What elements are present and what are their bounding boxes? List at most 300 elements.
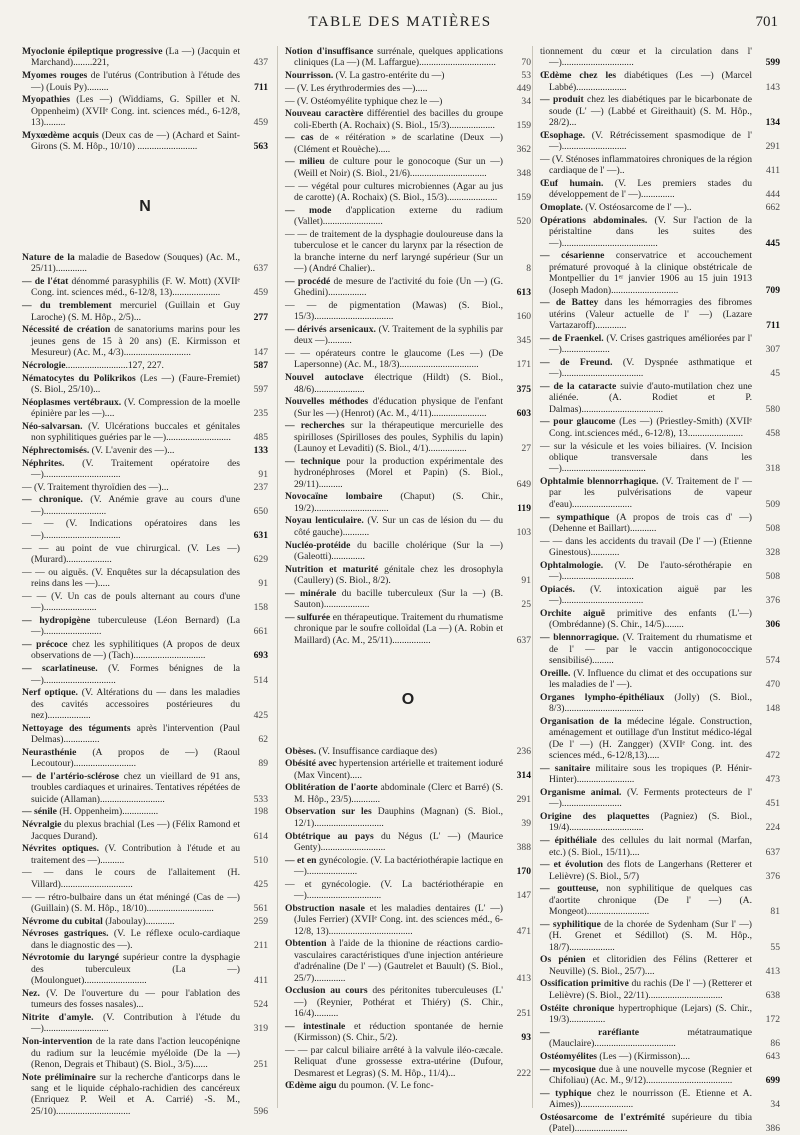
entry-description: médecine légale. Construction, aménagement et outillage d'un Institut médico-légal (De l' —) (H. Zangger) (XVIIᵉ Cong. int. des sciences méd., 6-12/8,13).....: [549, 715, 752, 762]
entry-headword: — minérale: [285, 587, 337, 599]
index-entry: [22, 300, 268, 323]
index-entry: [22, 591, 268, 614]
entry-description: (V. Insuffisance cardiaque des): [316, 745, 438, 757]
entry-text: [540, 835, 752, 858]
entry-page-number: 587: [253, 359, 268, 371]
index-entry: [22, 1036, 268, 1070]
entry-description: mercuriel (Guillain et Guy Laroche) (S. M. Hôp., 2/5)...: [31, 300, 240, 323]
index-entry: [285, 782, 531, 805]
index-entry: [285, 132, 531, 155]
entry-description: (V. Traitement opératoire des —)................................: [31, 457, 240, 480]
entry-description: (Les —) (Widdiams, G. Spiller et N. Oppenheim) (XVIIᵉ Cong. int. sciences méd., 6-12/8, 13).........: [31, 94, 240, 129]
entry-text: [22, 360, 240, 371]
entry-headword: Nouvelles méthodes: [285, 396, 369, 408]
index-entry: [22, 373, 268, 396]
entry-text: [540, 1027, 752, 1050]
entry-headword: Organes lympho-épithéliaux: [540, 691, 665, 703]
entry-text: [285, 181, 503, 204]
index-entry: [540, 763, 780, 786]
entry-description: métatraumatique (Mauclaire)..................................: [549, 1026, 752, 1050]
index-entry: [22, 324, 268, 358]
entry-page-number: 328: [765, 547, 780, 559]
index-entry: [22, 843, 268, 866]
index-entry: [285, 324, 531, 347]
index-entry: [285, 229, 531, 275]
entry-description: (V. De l'ouverture du — pour l'ablation des tumeurs des fosses nasales)...: [31, 987, 240, 1011]
entry-text: [285, 456, 503, 490]
entry-text: [22, 843, 240, 866]
entry-headword: — goutteuse,: [540, 883, 599, 895]
entry-text: [22, 300, 240, 323]
entry-headword: Nématocytes du Polikrikos: [22, 372, 136, 384]
index-entry: [285, 903, 531, 937]
index-entry: [540, 1027, 780, 1050]
entry-headword: — hydropigène: [22, 614, 91, 626]
entry-text: [22, 952, 240, 986]
entry-text: [540, 560, 752, 583]
entry-headword: Nécessité de création: [22, 324, 111, 336]
entry-headword: Notion d'insuffisance: [285, 46, 374, 57]
entry-text: [22, 988, 240, 1011]
entry-page-number: 533: [253, 793, 268, 805]
entry-headword: Observation sur les: [285, 806, 372, 818]
entry-headword: — sénile: [22, 806, 57, 818]
entry-description: d'éducation physique de l'enfant (Sur les —) (Henrot) (Ac. M., 4/11).......................: [294, 396, 503, 419]
entry-description: (V. Anémie grave au cours d'une —)..........................: [31, 494, 240, 517]
index-entry: [285, 879, 531, 902]
entry-headword: — produit: [540, 94, 584, 106]
entry-headword: Myomes rouges: [22, 70, 88, 82]
entry-text: [540, 668, 752, 691]
index-entry: [285, 456, 531, 490]
entry-text: [285, 70, 503, 81]
entry-headword: — de Freund.: [540, 356, 613, 368]
entry-headword: — intestinale: [285, 1020, 346, 1032]
index-column-right: [540, 46, 780, 1135]
entry-text: [22, 819, 240, 842]
entry-text: [285, 396, 503, 419]
index-entry: [22, 46, 268, 69]
index-entry: [540, 1051, 780, 1062]
entry-headword: — milieu: [285, 156, 325, 168]
entry-text: [540, 130, 752, 153]
entry-page-number: 222: [516, 1067, 531, 1079]
entry-text: [22, 916, 240, 927]
entry-page-number: 470: [765, 679, 780, 691]
index-entry: [22, 445, 268, 456]
entry-text: [540, 46, 752, 69]
entry-description: (Les —) (Faure-Fremiet) (S. Biol., 25/10)...: [31, 372, 240, 395]
index-entry: [540, 668, 780, 691]
entry-text: [540, 94, 752, 128]
index-entry: [285, 108, 531, 131]
entry-headword: Nouvel autoclave: [285, 372, 364, 384]
index-entry: [22, 421, 268, 444]
entry-text: [540, 512, 752, 535]
entry-description: du bacille cholérique (Sur la —) (Galeotti)..............: [294, 539, 503, 562]
entry-description: (V. Traitement de la syphilis par deux —)..........: [294, 323, 503, 347]
entry-description: ..........................127, 227.: [65, 359, 164, 371]
index-entry: [540, 692, 780, 715]
entry-page-number: 148: [765, 703, 780, 715]
entry-description: (Les —) (Priestley-Smith) (XVIIᵉ Cong. int.sciences méd., 6-12/8), 13.......................: [549, 416, 752, 439]
index-entry: [285, 420, 531, 454]
entry-description: (V. Rétrécissement spasmodique de l' —)...........................: [549, 129, 752, 153]
index-entry: [540, 250, 780, 296]
entry-page-number: 413: [516, 972, 531, 984]
index-entry: [285, 806, 531, 829]
entry-description: d'application externe du radium (Vallet).........................: [294, 204, 503, 228]
entry-description: (V. Altérations du — dans les maladies des cavités accessoires postérieures du nez)..................: [31, 687, 241, 722]
entry-text: [540, 763, 752, 786]
entry-text: [540, 787, 752, 810]
entry-page-number: 291: [516, 793, 531, 805]
entry-headword: Obtention: [285, 938, 327, 950]
index-entry: [22, 518, 268, 541]
index-entry: [22, 747, 268, 770]
entry-page-number: 449: [516, 82, 531, 94]
index-entry: [22, 892, 268, 915]
index-entry: [285, 588, 531, 611]
entry-description: — — ou aiguës. (V. Enquêtes sur la décapsulation des reins dans les —).....: [22, 566, 240, 590]
entry-text: [22, 639, 240, 662]
entry-description: chez un vieillard de 91 ans, troubles cardiaques et urinaires. Tentatives répétées de suicide (Allaman)...........................: [31, 770, 241, 805]
entry-page-number: 472: [765, 750, 780, 762]
entry-headword: Occlusion au cours: [285, 985, 368, 997]
entry-page-number: 81: [770, 906, 780, 918]
entry-page-number: 158: [253, 602, 268, 614]
entry-page-number: 345: [516, 335, 531, 347]
index-entry: [540, 536, 780, 559]
entry-page-number: 134: [765, 117, 780, 129]
index-entry: [540, 357, 780, 380]
entry-page-number: 563: [253, 141, 268, 153]
entry-description: différentiel des bacilles du groupe coli-Eberth (A. Rochaix) (S. Biol., 15/3)...................: [294, 108, 503, 131]
entry-headword: Note préliminaire: [22, 1071, 96, 1083]
page-number: 701: [755, 14, 778, 30]
entry-description: des flots de Langerhans (Retterer et Lelièvre) (S. Biol., 5/7): [549, 859, 752, 882]
entry-headword: Nettoyage des téguments: [22, 722, 131, 734]
entry-page-number: 524: [253, 999, 268, 1011]
entry-text: [22, 421, 240, 444]
entry-text: [22, 663, 240, 686]
entry-text: [540, 1003, 752, 1026]
entry-description: (V. Traitement du rhumatisme et de l' — par le vaccin antigonococcique sensibilisé).........: [549, 632, 752, 666]
entry-description: — — opérateurs contre le glaucome (Les —) (De Lapersonne) (Ac. M., 18/3).................................: [285, 348, 503, 371]
entry-headword: Organisme animal.: [540, 786, 622, 798]
index-entry: [540, 811, 780, 834]
index-entry: [22, 867, 268, 890]
entry-description: due à une nouvelle mycose (Regnier et Chifoliau) (Ac. M., 9/12)....................................: [549, 1063, 752, 1086]
entry-text: [22, 928, 240, 951]
entry-text: [285, 46, 503, 69]
page-header: [0, 0, 800, 34]
entry-text: [22, 867, 240, 890]
entry-headword: Nerf optique.: [22, 687, 78, 699]
entry-description: (A propos de trois cas d' —)(Dehenne et Baillart)...........: [549, 511, 752, 534]
entry-text: [285, 324, 503, 347]
entry-page-number: 362: [516, 143, 531, 155]
entry-headword: Nécrologie: [22, 359, 66, 371]
index-entry: [540, 333, 780, 356]
index-entry: [540, 1112, 780, 1135]
index-entry: [540, 512, 780, 535]
entry-page-number: 91: [258, 468, 268, 480]
entry-text: [285, 348, 503, 371]
entry-description: — (V. Sténoses inflammatoires chroniques de la région cardiaque de l' —)..: [540, 153, 752, 177]
entry-page-number: 508: [765, 523, 780, 534]
entry-page-number: 637: [765, 846, 780, 858]
entry-headword: Obèses.: [285, 745, 317, 757]
entry-text: [540, 919, 752, 953]
entry-text: [285, 746, 503, 757]
entry-description: militaire sous les tropiques (P. Hénir-Hinter)........................: [549, 762, 752, 786]
entry-headword: Origine des plaquettes: [540, 811, 650, 823]
entry-page-number: 599: [765, 57, 780, 69]
entry-page-number: 388: [516, 841, 531, 853]
entry-page-number: 444: [765, 189, 780, 201]
entry-text: [540, 381, 752, 415]
index-entry: [540, 608, 780, 631]
entry-text: [285, 879, 503, 902]
entry-description: pour la production expérimentale des hydronéphroses (Morel et Papin) (S. Biol., 29/11)..........: [294, 455, 503, 490]
entry-description: — (V. Ostéomyélite typhique chez le —): [285, 95, 443, 107]
entry-text: [540, 883, 752, 917]
entry-page-number: 638: [765, 989, 780, 1001]
entry-page-number: 277: [253, 311, 268, 323]
entry-headword: Œuf humain.: [540, 177, 604, 189]
entry-description: à l'aide de la thionine de réactions cardio-vasculaires caractéristiques d'une injection antérieure d'adrénaline (De l' —) (Gautrelet et Bauult) (S. Biol., 25/7).............: [294, 938, 503, 984]
entry-description: et les maladies dentaires (L' —) (Jules Ferrier) (XVIIᵉ Cong. int. des sciences méd., 6-12/8, 13)...................................: [294, 902, 503, 937]
index-entry: [540, 560, 780, 583]
entry-text: [22, 1036, 240, 1070]
entry-text: [285, 831, 503, 854]
index-entry: [540, 130, 780, 153]
index-entry: [22, 687, 268, 721]
entry-headword: Ossification primitive: [540, 978, 629, 990]
entry-description: — (V. Traitement thyroïdien des —)...: [22, 481, 169, 493]
entry-text: [540, 154, 752, 177]
entry-description: (V. Traitement de l' — par les pulvérisations de vapeur d'eau).........................: [549, 476, 752, 510]
entry-headword: — sanitaire: [540, 762, 591, 774]
entry-page-number: 314: [516, 769, 531, 781]
index-entry: [540, 835, 780, 858]
entry-headword: — de Fraenkel.: [540, 332, 604, 344]
index-entry: [285, 855, 531, 878]
entry-headword: — du tremblement: [22, 300, 112, 312]
entry-description: — — végétal pour cultures microbiennes (Agar au jus de carotte) (A. Rochaix) (S. Biol., 15/3).....................: [285, 180, 503, 203]
index-entry: [22, 458, 268, 481]
entry-page-number: 699: [765, 1074, 780, 1086]
index-entry: [22, 482, 268, 493]
entry-page-number: 55: [770, 941, 780, 953]
entry-headword: Néo-salvarsan.: [22, 420, 83, 432]
entry-description: de l'utérus (Contribution à l'étude des —) (Louis Py).........: [31, 70, 240, 93]
entry-description: (V. Contribution à l'étude et au traitement des —)..........: [31, 843, 241, 866]
entry-description: du plexus brachial (Les —) (Félix Ramond et Jacques Durand).: [31, 819, 240, 842]
entry-headword: Non-intervention: [22, 1036, 93, 1048]
entry-text: [285, 300, 503, 323]
index-entry: [540, 584, 780, 607]
index-entry: [540, 1003, 780, 1026]
entry-page-number: 649: [516, 478, 531, 490]
entry-text: [540, 416, 752, 439]
index-entry: [285, 300, 531, 323]
entry-text: [285, 903, 503, 937]
entry-page-number: 159: [516, 191, 531, 203]
entry-description: de « réitération » de scarlatine (Deux —) (Clément et Rouèche).....: [294, 132, 503, 155]
entry-headword: Œsophage.: [540, 129, 586, 141]
entry-description: conservatrice et accouchement prématuré provoqué à la clinique obstétricale de Montpellier du 1ᵉʳ janvier 1906 au 15 juin 1913 (Joseph Madon)............................: [549, 250, 753, 296]
entry-headword: — recherches: [285, 420, 345, 432]
index-entry: [285, 1045, 531, 1079]
entry-page-number: 650: [253, 505, 268, 517]
index-entry: [22, 806, 268, 817]
entry-description: (Deux cas de —) (Achard et Saint-Girons (S. M. Hôp., 10/10) .........................: [31, 129, 240, 153]
entry-text: [22, 567, 240, 590]
entry-headword: — de Battey: [540, 297, 599, 309]
index-entry: [22, 494, 268, 517]
entry-text: [285, 83, 503, 94]
index-entry: [540, 70, 780, 93]
entry-text: [540, 716, 752, 762]
entry-text: [540, 1064, 752, 1087]
index-entry: [22, 252, 268, 275]
entry-description: diabétiques (Les —) (Marcel Labbé).....................: [549, 70, 752, 93]
entry-headword: Néphrectomisés.: [22, 444, 90, 456]
entry-page-number: 34: [521, 95, 531, 107]
index-entry: [22, 360, 268, 371]
index-entry: [540, 978, 780, 1001]
entry-headword: Nitrite d'amyle.: [22, 1012, 94, 1024]
entry-page-number: 147: [516, 890, 531, 902]
index-entry: [22, 567, 268, 590]
entry-headword: Nourrisson.: [285, 70, 334, 82]
entry-headword: — de l'état: [22, 276, 69, 288]
entry-headword: Œdème aigu: [285, 1080, 337, 1092]
entry-text: [22, 70, 240, 93]
entry-text: [285, 758, 503, 781]
entry-page-number: 603: [516, 407, 531, 419]
entry-description: (V. Ferments protecteurs de l' —).........................: [549, 786, 752, 810]
entry-description: du Négus (L' —) (Maurice Genty)...........................: [294, 830, 503, 853]
column-rule: [277, 46, 278, 1108]
entry-page-number: 291: [765, 141, 780, 153]
entry-description: de sanatoriums marins pour les jeunes gens de 15 à 20 ans) (E. Kirmisson et Mesureur) (Ac. M., 4/3)............................: [31, 324, 240, 359]
entry-text: [285, 96, 503, 107]
entry-headword: Myoclonie épileptique progressive: [22, 46, 163, 57]
entry-page-number: 709: [765, 284, 780, 296]
entry-text: [540, 978, 752, 1001]
entry-headword: — dérivés arsenicaux.: [285, 323, 376, 335]
entry-text: [285, 1021, 503, 1044]
entry-page-number: 170: [516, 866, 531, 878]
entry-page-number: 711: [766, 320, 780, 332]
entry-text: [285, 1080, 503, 1091]
entry-page-number: 86: [770, 1038, 780, 1050]
entry-headword: — sulfurée: [285, 611, 331, 623]
entry-headword: Néoplasmes vertébraux.: [22, 396, 122, 408]
entry-description: chez le nourrisson (E. Etienne et A. Aimes))......................: [549, 1087, 752, 1111]
entry-page-number: 235: [253, 408, 268, 420]
entry-page-number: 413: [765, 965, 780, 977]
entry-headword: Névrites optiques.: [22, 843, 100, 855]
entry-page-number: 172: [765, 1014, 780, 1025]
entry-page-number: 445: [765, 237, 780, 249]
entry-description: (Les —) (Kirmisson)....: [597, 1050, 691, 1062]
entry-page-number: 637: [253, 263, 268, 275]
entry-headword: Os pénien: [540, 954, 586, 966]
entry-headword: Neurasthénie: [22, 746, 77, 758]
entry-page-number: 386: [765, 1123, 780, 1135]
index-entry: [22, 988, 268, 1011]
entry-page-number: 91: [521, 575, 531, 587]
entry-page-number: 425: [253, 710, 268, 722]
entry-page-number: 631: [253, 529, 268, 541]
entry-description: et réduction spontanée de hernie (Kirmisson) (S. Chir., 5/2).: [294, 1020, 503, 1044]
entry-page-number: 574: [765, 654, 780, 666]
entry-headword: Opiacés.: [540, 583, 575, 595]
entry-description: électrique (Hildt) (S. Biol., 48/6).....................: [294, 372, 503, 395]
entry-page-number: 103: [516, 526, 531, 538]
entry-text: [22, 1072, 240, 1118]
entry-headword: — chronique.: [22, 494, 83, 506]
column-rule: [532, 46, 533, 1108]
entry-page-number: 471: [516, 925, 531, 937]
entry-description: (V. Formes bénignes de la —)..............................: [31, 663, 241, 686]
entry-page-number: 437: [253, 57, 268, 69]
entry-text: [22, 46, 240, 69]
entry-page-number: 25: [521, 599, 531, 611]
entry-page-number: 119: [517, 502, 531, 514]
index-entry: [540, 1088, 780, 1111]
entry-headword: — syphilitique: [540, 918, 601, 930]
index-entry: [285, 1080, 531, 1091]
entry-text: [540, 297, 752, 331]
entry-description: et clitoridien des Félins (Retterer et Neuville) (S. Biol., 25/7)....: [549, 954, 752, 977]
entry-headword: Ophtalmie blennorrhagique.: [540, 476, 659, 488]
entry-page-number: 236: [516, 745, 531, 757]
index-entry: [285, 515, 531, 538]
entry-headword: Névrome du cubital: [22, 915, 103, 927]
index-entry: [285, 396, 531, 419]
entry-text: [22, 591, 240, 614]
entry-description: (V. Ostéosarcome de l' —)..: [582, 202, 692, 214]
entry-page-number: 425: [253, 878, 268, 890]
entry-text: [22, 276, 240, 299]
index-entry: [285, 205, 531, 228]
entry-text: [285, 372, 503, 395]
index-entry: [22, 94, 268, 128]
index-entry: [285, 181, 531, 204]
entry-headword: Oreille.: [540, 667, 571, 679]
entry-page-number: 514: [253, 674, 268, 686]
entry-headword: Ostéite chronique: [540, 1002, 615, 1014]
entry-text: [540, 954, 752, 977]
entry-text: [22, 615, 240, 638]
entry-text: [540, 333, 752, 356]
entry-description: (V. La gastro-entérite du —): [333, 70, 445, 82]
entry-text: [285, 806, 503, 829]
entry-page-number: 629: [253, 553, 268, 565]
entry-headword: Nouveau caractère: [285, 108, 364, 120]
index-entry: [22, 723, 268, 746]
entry-description: chez les diabétiques par le bicarbonate de soude (L' —) (Labbé et Gireithauit) (S. M. Hôp., 28/2)...: [549, 94, 752, 129]
entry-description: sur la recherche d'anticorps dans le sang et le liquide céphalo-rachidien des cancéreux (Enriquez P. Weil et A. Carrié) -S. M., 25/10)...............................: [31, 1071, 241, 1117]
entry-headword: — procédé: [285, 275, 331, 287]
section-letter: O: [401, 691, 415, 709]
index-entry: [22, 639, 268, 662]
